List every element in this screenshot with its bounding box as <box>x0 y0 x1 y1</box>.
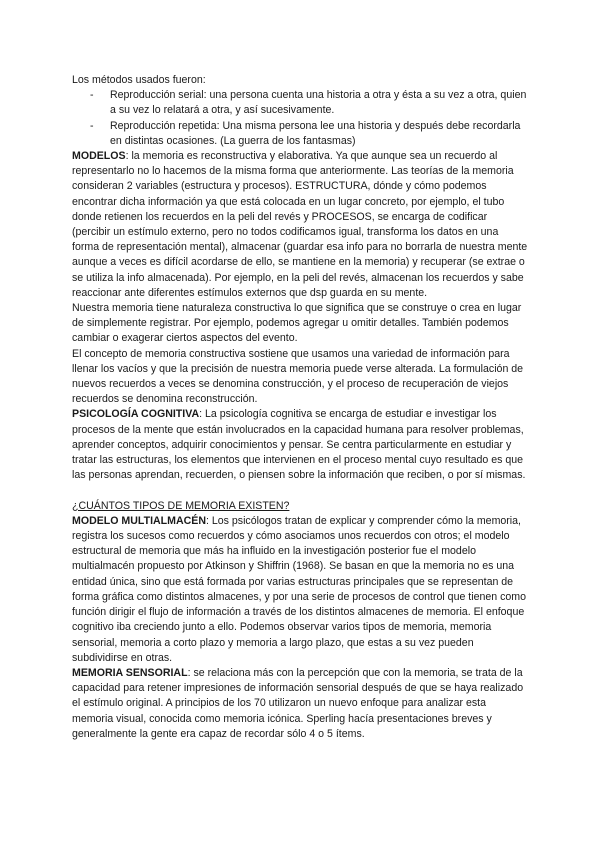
sensorial-text: : se relaciona más con la percepción que con la memoria, se trata de la capacidad para retener impresiones de información sensorial después de que se haya realizado el estímulo original. A principios de los 70 utilizaron un nuevo enfoque para analizar esta memoria visual, conocida como memoria icónica. Sperling hacía presentaciones breves y generalmente la gente era capaz de recordar sólo 4 o 5 ítems. <box>72 666 524 740</box>
list-item-text: Reproducción repetida: Una misma persona lee una historia y después debe recordarla en distintas ocasiones. (La guerra de los fantasmas) <box>110 119 521 147</box>
section-heading: ¿CUÁNTOS TIPOS DE MEMORIA EXISTEN? <box>72 499 290 512</box>
paragraph-cognitiva <box>72 407 528 483</box>
list-item <box>72 88 528 118</box>
term-cognitiva: PSICOLOGÍA COGNITIVA <box>72 408 200 421</box>
list-item-text: Reproducción serial: una persona cuenta una historia a otra y ésta a su vez a otra, quien a su vez lo relatará a otra, y así sucesivamente. <box>110 89 527 117</box>
modelos-text: : la memoria es reconstructiva y elaborativa. Ya que aunque sea un recuerdo al representarlo no lo hacemos de la misma forma que anteriormente. Las teorías de la memoria consideran 2 variables (estructura y procesos). ESTRUCTURA, dónde y cómo podemos encontrar dicha información ya que está colocada en un lugar concreto, por ejemplo, el tubo donde retienen los recuerdos en la peli del revés y PROCESOS, se encarga de codificar (percibir un estímulo externo, pero no todos codificamos igual, transforma los datos en una forma de representación mental), almacenar (guardar esa info para no borrarla de nuestra mente aunque a veces es difícil acordarse de ello, se mantiene en la memoria) y recuperar (se extrae o se utiliza la info almacenada). Por ejemplo, en la peli del revés, almacenan los recuerdos y sabe reaccionar ante diferentes estímulos externos que dsp guarda en su mente. <box>72 150 528 299</box>
term-modelos: MODELOS <box>72 150 126 163</box>
cognitiva-text: : La psicología cognitiva se encarga de estudiar e investigar los procesos de la mente que están involucrados en la capacidad humana para resolver problemas, aprender conceptos, adquirir conocimientos y pensar. Se centra particularmente en estudiar y tratar las estructuras, los elementos que intervienen en el proceso mental cuyo resultado es que las personas aprendan, recuerden, o piensen sobre la información que reciben, o por sí mismas. <box>72 408 526 482</box>
term-sensorial: MEMORIA SENSORIAL <box>72 666 188 679</box>
paragraph-constructiva-2: El concepto de memoria constructiva sostiene que usamos una variedad de información para llenar los vacíos y que la precisión de nuestra memoria puede verse alterada. La formulación de nuevos recuerdos a veces se denomina construcción, y el proceso de recuperación de viejos recuerdos se denomina reconstrucción. <box>72 347 524 406</box>
document-page <box>72 73 528 742</box>
multialmacen-text: : Los psicólogos tratan de explicar y comprender cómo la memoria, registra los sucesos como recuerdos y cómo asociamos unos recuerdos con otros; el modelo estructural de memoria que más ha influido en la investigación posterior fue el modelo multialmacén propuesto por Atkinson y Shiffrin (1968). Se basan en que la memoria no es una entidad única, sino que está formada por varias estructuras principales que se representan de forma gráfica como distintos almacenes, y por una serie de procesos de control que tienen como función dirigir el flujo de información a través de los distintos almacenes de memoria. El enfoque cognitivo iba creciendo junto a ello. Podemos observar varios tipos de memoria, memoria sensorial, memoria a corto plazo y memoria a largo plazo, que estas a su vez pueden subdividirse en otras. <box>72 514 527 664</box>
paragraph-multialmacen <box>72 514 528 666</box>
list-item <box>72 119 528 149</box>
methods-list <box>72 88 528 149</box>
term-multialmacen: MODELO MULTIALMACÉN <box>72 514 206 527</box>
paragraph-modelos <box>72 149 528 301</box>
list-dash: - <box>90 119 94 132</box>
paragraph-constructiva-1: Nuestra memoria tiene naturaleza constructiva lo que significa que se construye o crea en lugar de simplemente registrar. Por ejemplo, podemos agregar u omitir detalles. También podemos cambiar o exagerar ciertos aspectos del evento. <box>72 302 522 345</box>
intro-line: Los métodos usados fueron: <box>72 74 206 86</box>
list-dash: - <box>90 89 94 102</box>
blank-line <box>72 483 528 498</box>
paragraph-sensorial <box>72 666 528 742</box>
